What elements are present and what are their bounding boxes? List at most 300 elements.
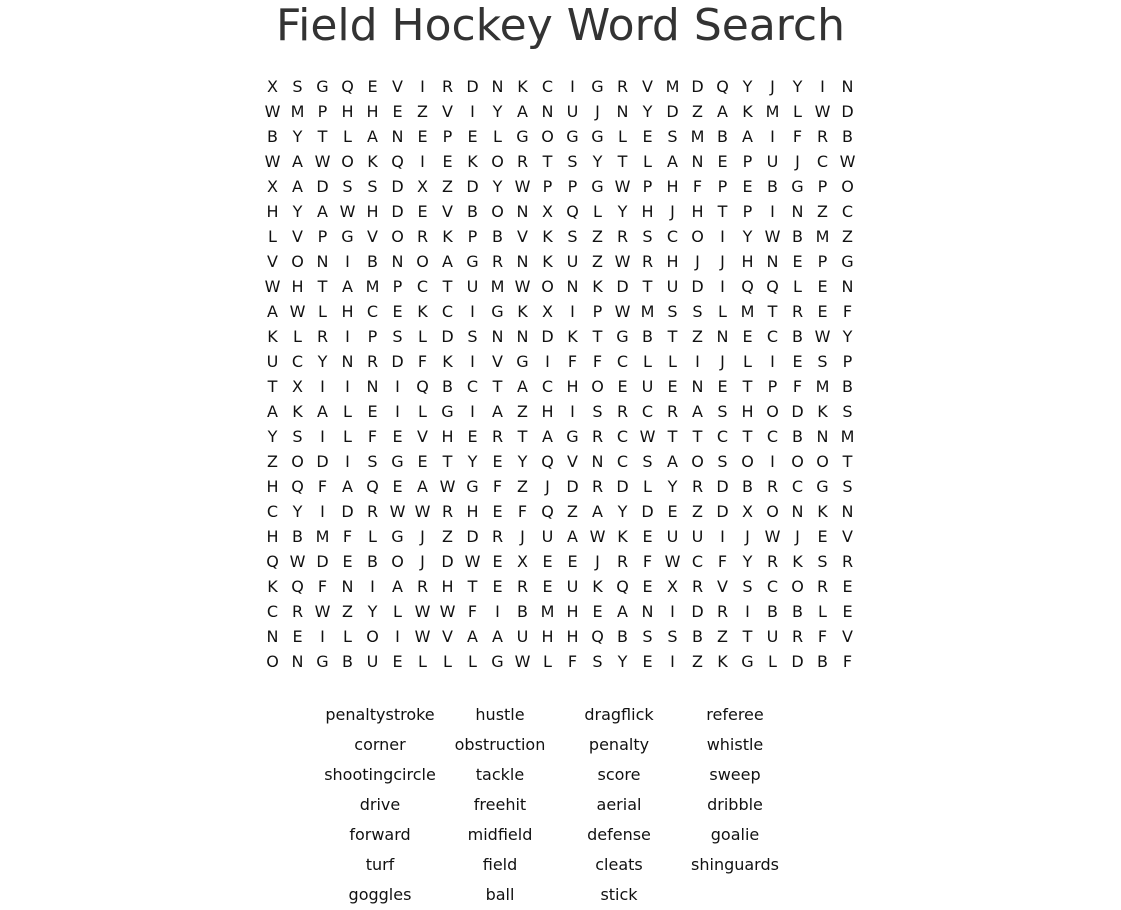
grid-letter: V bbox=[417, 427, 428, 446]
grid-letter: E bbox=[367, 77, 378, 96]
word-list-item: goggles bbox=[348, 884, 412, 904]
grid-letter: E bbox=[667, 377, 678, 396]
grid-letter: V bbox=[267, 252, 278, 271]
grid-letter: Q bbox=[741, 277, 754, 296]
grid-letter: A bbox=[542, 427, 553, 446]
grid-letter: S bbox=[392, 327, 403, 346]
grid-letter: A bbox=[342, 277, 353, 296]
grid-letter: P bbox=[817, 252, 828, 271]
grid-letter: O bbox=[341, 152, 354, 171]
grid-letter: S bbox=[292, 427, 303, 446]
grid-letter: S bbox=[817, 552, 828, 571]
grid-letter: Z bbox=[267, 452, 278, 471]
grid-letter: P bbox=[567, 177, 578, 196]
grid-letter: I bbox=[395, 402, 400, 421]
grid-letter: H bbox=[566, 627, 579, 646]
grid-letter: C bbox=[816, 152, 829, 171]
grid-letter: C bbox=[766, 577, 779, 596]
grid-letter: Z bbox=[692, 327, 703, 346]
grid-letter: H bbox=[741, 252, 754, 271]
grid-letter: O bbox=[416, 252, 429, 271]
grid-letter: D bbox=[566, 477, 579, 496]
grid-letter: E bbox=[717, 377, 728, 396]
grid-letter: L bbox=[468, 652, 477, 671]
grid-letter: P bbox=[767, 377, 778, 396]
grid-letter: Y bbox=[317, 352, 328, 371]
grid-letter: N bbox=[691, 152, 704, 171]
word-list bbox=[320, 699, 792, 909]
grid-letter: D bbox=[391, 177, 404, 196]
grid-letter: S bbox=[717, 402, 728, 421]
grid-letter: I bbox=[320, 377, 325, 396]
grid-letter: Z bbox=[517, 402, 528, 421]
grid-letter: M bbox=[840, 427, 855, 446]
grid-letter: Z bbox=[692, 102, 703, 121]
grid-letter: Z bbox=[692, 652, 703, 671]
word-list-item: stick bbox=[600, 884, 638, 904]
grid-letter: B bbox=[792, 427, 803, 446]
grid-letter: T bbox=[667, 427, 678, 446]
grid-letter: P bbox=[442, 127, 453, 146]
grid-letter: T bbox=[617, 152, 628, 171]
grid-letter: N bbox=[791, 202, 804, 221]
grid-letter: S bbox=[742, 577, 753, 596]
grid-letter: R bbox=[691, 577, 704, 596]
grid-letter: T bbox=[542, 152, 553, 171]
grid-letter: F bbox=[317, 577, 328, 596]
grid-letter: V bbox=[842, 527, 853, 546]
grid-letter: K bbox=[292, 402, 303, 421]
grid-letter: T bbox=[592, 327, 603, 346]
grid-letter: E bbox=[467, 427, 478, 446]
grid-letter: L bbox=[343, 402, 352, 421]
grid-letter: R bbox=[766, 552, 779, 571]
grid-letter: Q bbox=[541, 452, 554, 471]
grid-letter: I bbox=[345, 327, 350, 346]
grid-letter: W bbox=[614, 252, 631, 271]
grid-letter: E bbox=[792, 352, 803, 371]
grid-letter: E bbox=[392, 652, 403, 671]
grid-letter: S bbox=[642, 452, 653, 471]
grid-letter: W bbox=[589, 527, 606, 546]
grid-letter: F bbox=[717, 552, 728, 571]
grid-letter: G bbox=[441, 402, 454, 421]
grid-letter: C bbox=[641, 402, 654, 421]
grid-letter: R bbox=[666, 402, 679, 421]
grid-letter: T bbox=[317, 127, 328, 146]
grid-letter: Q bbox=[566, 202, 579, 221]
grid-letter: N bbox=[591, 452, 604, 471]
grid-letter: O bbox=[816, 452, 829, 471]
grid-letter: U bbox=[766, 627, 779, 646]
grid-letter: E bbox=[617, 377, 628, 396]
grid-letter: P bbox=[317, 227, 328, 246]
grid-letter: A bbox=[342, 477, 353, 496]
grid-letter: F bbox=[342, 527, 353, 546]
grid-letter: E bbox=[817, 527, 828, 546]
grid-letter: M bbox=[540, 602, 555, 621]
word-list-item: corner bbox=[354, 734, 406, 754]
grid-letter: I bbox=[320, 627, 325, 646]
grid-letter: D bbox=[391, 352, 404, 371]
grid-letter: S bbox=[592, 652, 603, 671]
grid-letter: L bbox=[393, 602, 402, 621]
grid-letter: W bbox=[814, 102, 831, 121]
grid-letter: E bbox=[292, 627, 303, 646]
grid-letter: E bbox=[842, 577, 853, 596]
grid-letter: I bbox=[570, 402, 575, 421]
grid-letter: V bbox=[292, 227, 303, 246]
grid-letter: B bbox=[617, 627, 628, 646]
grid-letter: C bbox=[291, 352, 304, 371]
grid-letter: C bbox=[766, 327, 779, 346]
grid-letter: R bbox=[491, 427, 504, 446]
grid-letter: G bbox=[591, 127, 604, 146]
grid-letter: W bbox=[514, 177, 531, 196]
grid-letter: W bbox=[814, 327, 831, 346]
grid-letter: J bbox=[595, 102, 600, 121]
grid-letter: F bbox=[567, 352, 578, 371]
grid-letter: E bbox=[792, 252, 803, 271]
grid-letter: J bbox=[670, 202, 675, 221]
grid-letter: D bbox=[691, 602, 704, 621]
grid-letter: A bbox=[667, 152, 678, 171]
grid-letter: O bbox=[591, 377, 604, 396]
grid-letter: N bbox=[291, 652, 304, 671]
grid-letter: N bbox=[341, 577, 354, 596]
grid-letter: G bbox=[466, 477, 479, 496]
grid-letter: J bbox=[720, 352, 725, 371]
grid-letter: F bbox=[692, 177, 703, 196]
grid-letter: L bbox=[293, 327, 302, 346]
grid-letter: E bbox=[642, 127, 653, 146]
grid-letter: N bbox=[516, 252, 529, 271]
grid-letter: K bbox=[742, 102, 753, 121]
grid-letter: B bbox=[467, 202, 478, 221]
grid-letter: E bbox=[642, 527, 653, 546]
grid-letter: V bbox=[517, 227, 528, 246]
grid-letter: I bbox=[395, 627, 400, 646]
grid-letter: W bbox=[339, 202, 356, 221]
grid-letter: Y bbox=[292, 202, 303, 221]
grid-letter: H bbox=[466, 502, 479, 521]
grid-letter: E bbox=[817, 277, 828, 296]
grid-letter: S bbox=[342, 177, 353, 196]
grid-letter: O bbox=[791, 452, 804, 471]
grid-letter: V bbox=[442, 627, 453, 646]
grid-letter: P bbox=[842, 352, 853, 371]
grid-letter: S bbox=[367, 452, 378, 471]
grid-letter: X bbox=[267, 177, 278, 196]
grid-letter: I bbox=[320, 502, 325, 521]
grid-letter: W bbox=[414, 502, 431, 521]
grid-letter: M bbox=[640, 302, 655, 321]
grid-letter: O bbox=[491, 202, 504, 221]
grid-letter: C bbox=[416, 277, 429, 296]
grid-letter: J bbox=[720, 252, 725, 271]
grid-letter: A bbox=[492, 402, 503, 421]
grid-letter: V bbox=[842, 627, 853, 646]
grid-letter: A bbox=[617, 602, 628, 621]
grid-letter: H bbox=[441, 577, 454, 596]
grid-letter: U bbox=[766, 152, 779, 171]
grid-letter: G bbox=[391, 452, 404, 471]
grid-letter: B bbox=[792, 602, 803, 621]
grid-letter: U bbox=[691, 527, 704, 546]
grid-letter: Q bbox=[541, 502, 554, 521]
grid-letter: C bbox=[541, 77, 554, 96]
grid-letter: S bbox=[692, 302, 703, 321]
grid-letter: T bbox=[692, 427, 703, 446]
grid-letter: T bbox=[267, 377, 278, 396]
word-list-item: goalie bbox=[710, 824, 760, 844]
grid-letter: E bbox=[717, 152, 728, 171]
grid-letter: L bbox=[818, 602, 827, 621]
grid-letter: O bbox=[491, 152, 504, 171]
grid-letter: Y bbox=[617, 502, 628, 521]
grid-letter: I bbox=[420, 77, 425, 96]
grid-letter: O bbox=[391, 552, 404, 571]
grid-letter: U bbox=[266, 352, 279, 371]
grid-letter: G bbox=[491, 302, 504, 321]
word-list-item: midfield bbox=[467, 824, 533, 844]
grid-letter: T bbox=[842, 452, 853, 471]
grid-letter: M bbox=[490, 277, 505, 296]
grid-letter: R bbox=[591, 427, 604, 446]
grid-letter: N bbox=[841, 77, 854, 96]
grid-letter: E bbox=[392, 102, 403, 121]
grid-letter: S bbox=[842, 402, 853, 421]
grid-letter: A bbox=[567, 527, 578, 546]
grid-letter: R bbox=[516, 577, 529, 596]
grid-letter: L bbox=[643, 152, 652, 171]
word-list-item: score bbox=[597, 764, 641, 784]
grid-letter: R bbox=[816, 577, 829, 596]
grid-letter: H bbox=[666, 177, 679, 196]
grid-letter: I bbox=[695, 352, 700, 371]
grid-letter: I bbox=[670, 602, 675, 621]
grid-letter: J bbox=[695, 252, 700, 271]
grid-letter: T bbox=[742, 627, 753, 646]
grid-letter: V bbox=[392, 77, 403, 96]
letter-grid bbox=[260, 74, 860, 674]
grid-letter: K bbox=[817, 502, 828, 521]
grid-letter: O bbox=[366, 627, 379, 646]
grid-letter: W bbox=[764, 227, 781, 246]
grid-letter: T bbox=[467, 577, 478, 596]
grid-letter: Z bbox=[517, 477, 528, 496]
grid-letter: T bbox=[492, 377, 503, 396]
grid-letter: R bbox=[616, 227, 629, 246]
grid-letter: K bbox=[517, 302, 528, 321]
grid-letter: G bbox=[316, 77, 329, 96]
grid-letter: Y bbox=[267, 427, 278, 446]
grid-letter: C bbox=[266, 502, 279, 521]
grid-letter: T bbox=[742, 377, 753, 396]
grid-letter: Z bbox=[592, 227, 603, 246]
grid-letter: E bbox=[742, 177, 753, 196]
grid-letter: D bbox=[641, 502, 654, 521]
grid-letter: U bbox=[566, 102, 579, 121]
grid-letter: B bbox=[767, 602, 778, 621]
grid-letter: N bbox=[816, 427, 829, 446]
grid-letter: K bbox=[817, 402, 828, 421]
grid-letter: G bbox=[391, 527, 404, 546]
grid-letter: E bbox=[417, 127, 428, 146]
grid-letter: P bbox=[742, 152, 753, 171]
grid-letter: R bbox=[291, 602, 304, 621]
grid-letter: K bbox=[467, 152, 478, 171]
grid-letter: E bbox=[817, 302, 828, 321]
grid-letter: D bbox=[466, 77, 479, 96]
grid-letter: S bbox=[367, 177, 378, 196]
grid-letter: I bbox=[395, 377, 400, 396]
grid-letter: E bbox=[492, 502, 503, 521]
grid-letter: W bbox=[389, 502, 406, 521]
grid-letter: G bbox=[591, 177, 604, 196]
grid-letter: O bbox=[791, 577, 804, 596]
grid-letter: R bbox=[616, 552, 629, 571]
grid-letter: W bbox=[414, 627, 431, 646]
grid-letter: A bbox=[742, 127, 753, 146]
grid-letter: B bbox=[367, 252, 378, 271]
grid-letter: I bbox=[470, 102, 475, 121]
grid-letter: B bbox=[717, 127, 728, 146]
grid-letter: X bbox=[542, 202, 553, 221]
word-list-item: penaltystroke bbox=[325, 704, 435, 724]
grid-letter: K bbox=[267, 577, 278, 596]
grid-letter: H bbox=[666, 252, 679, 271]
grid-letter: Z bbox=[717, 627, 728, 646]
grid-letter: G bbox=[741, 652, 754, 671]
grid-letter: W bbox=[414, 602, 431, 621]
grid-letter: N bbox=[841, 277, 854, 296]
grid-letter: B bbox=[292, 527, 303, 546]
grid-letter: W bbox=[464, 552, 481, 571]
grid-letter: P bbox=[742, 202, 753, 221]
grid-letter: E bbox=[842, 602, 853, 621]
grid-letter: E bbox=[417, 452, 428, 471]
grid-letter: W bbox=[614, 177, 631, 196]
grid-letter: Q bbox=[416, 377, 429, 396]
grid-letter: U bbox=[666, 277, 679, 296]
grid-letter: G bbox=[316, 652, 329, 671]
grid-letter: G bbox=[516, 127, 529, 146]
grid-letter: W bbox=[614, 302, 631, 321]
word-list-item: obstruction bbox=[454, 734, 546, 754]
grid-letter: S bbox=[842, 477, 853, 496]
grid-letter: A bbox=[392, 577, 403, 596]
word-list-item: dragflick bbox=[584, 704, 654, 724]
grid-letter: R bbox=[441, 77, 454, 96]
grid-letter: L bbox=[318, 302, 327, 321]
grid-letter: N bbox=[616, 102, 629, 121]
grid-letter: G bbox=[841, 252, 854, 271]
grid-letter: N bbox=[641, 602, 654, 621]
word-list-item: freehit bbox=[473, 794, 527, 814]
grid-letter: M bbox=[815, 227, 830, 246]
grid-letter: I bbox=[720, 277, 725, 296]
grid-letter: I bbox=[570, 77, 575, 96]
grid-letter: L bbox=[543, 652, 552, 671]
grid-letter: C bbox=[616, 352, 629, 371]
grid-letter: K bbox=[717, 652, 728, 671]
grid-letter: N bbox=[391, 252, 404, 271]
grid-letter: S bbox=[667, 127, 678, 146]
grid-letter: W bbox=[639, 427, 656, 446]
grid-letter: D bbox=[841, 102, 854, 121]
grid-letter: D bbox=[441, 552, 454, 571]
grid-letter: M bbox=[765, 102, 780, 121]
grid-letter: F bbox=[417, 352, 428, 371]
grid-letter: O bbox=[691, 452, 704, 471]
grid-letter: G bbox=[566, 127, 579, 146]
grid-letter: A bbox=[317, 202, 328, 221]
grid-letter: I bbox=[545, 352, 550, 371]
grid-letter: S bbox=[717, 452, 728, 471]
grid-letter: R bbox=[816, 127, 829, 146]
grid-letter: P bbox=[592, 302, 603, 321]
grid-letter: E bbox=[392, 427, 403, 446]
grid-letter: K bbox=[442, 352, 453, 371]
grid-letter: F bbox=[517, 502, 528, 521]
grid-letter: L bbox=[793, 277, 802, 296]
grid-letter: E bbox=[642, 577, 653, 596]
grid-letter: F bbox=[792, 377, 803, 396]
grid-letter: Y bbox=[492, 177, 503, 196]
grid-letter: D bbox=[316, 552, 329, 571]
grid-letter: W bbox=[664, 552, 681, 571]
grid-letter: B bbox=[492, 227, 503, 246]
grid-letter: V bbox=[567, 452, 578, 471]
grid-letter: I bbox=[570, 302, 575, 321]
grid-letter: O bbox=[291, 252, 304, 271]
grid-letter: F bbox=[567, 652, 578, 671]
grid-letter: S bbox=[817, 352, 828, 371]
grid-letter: E bbox=[567, 552, 578, 571]
grid-letter: B bbox=[842, 377, 853, 396]
grid-letter: F bbox=[492, 477, 503, 496]
grid-letter: N bbox=[341, 352, 354, 371]
grid-letter: J bbox=[420, 527, 425, 546]
grid-letter: M bbox=[315, 527, 330, 546]
grid-letter: N bbox=[491, 327, 504, 346]
grid-letter: K bbox=[792, 552, 803, 571]
grid-letter: K bbox=[267, 327, 278, 346]
grid-letter: U bbox=[516, 627, 529, 646]
grid-letter: Z bbox=[417, 102, 428, 121]
grid-letter: Y bbox=[592, 152, 603, 171]
grid-letter: O bbox=[266, 652, 279, 671]
grid-letter: D bbox=[691, 277, 704, 296]
grid-letter: Z bbox=[342, 602, 353, 621]
grid-letter: N bbox=[391, 127, 404, 146]
grid-letter: K bbox=[367, 152, 378, 171]
grid-letter: H bbox=[441, 427, 454, 446]
grid-letter: Q bbox=[291, 477, 304, 496]
grid-letter: D bbox=[616, 277, 629, 296]
grid-letter: A bbox=[317, 402, 328, 421]
grid-letter: C bbox=[791, 477, 804, 496]
grid-letter: K bbox=[592, 277, 603, 296]
grid-letter: Y bbox=[742, 227, 753, 246]
grid-letter: Y bbox=[292, 127, 303, 146]
grid-letter: L bbox=[493, 127, 502, 146]
grid-letter: L bbox=[668, 352, 677, 371]
grid-letter: S bbox=[667, 302, 678, 321]
grid-letter: D bbox=[341, 502, 354, 521]
grid-letter: F bbox=[842, 302, 853, 321]
